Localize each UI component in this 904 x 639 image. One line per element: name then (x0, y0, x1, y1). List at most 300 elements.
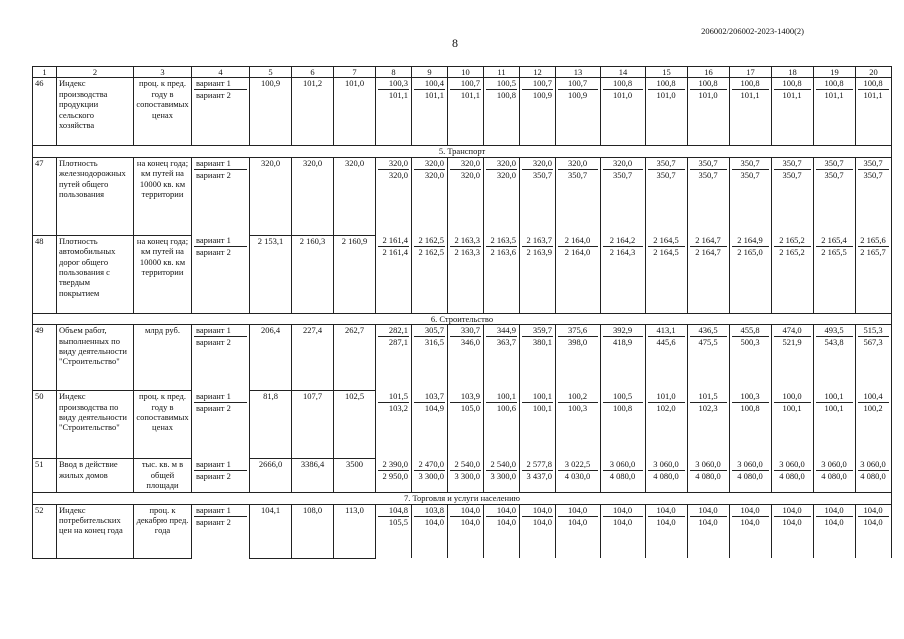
variant-2-value: 4 080,0 (860, 470, 886, 481)
forecast-value (412, 235, 448, 313)
variant-1-value: 100,4 (414, 78, 445, 90)
variant-1-value: 104,0 (816, 505, 853, 517)
forecast-value (856, 325, 892, 391)
variant-labels (192, 157, 250, 235)
variant-1-value: 103,8 (414, 505, 445, 517)
column-number: 19 (814, 67, 856, 78)
forecast-value (601, 235, 646, 313)
forecast-value (484, 235, 520, 313)
variant-1-value: 104,8 (378, 505, 409, 517)
column-number: 14 (601, 67, 646, 78)
row-number: 52 (33, 504, 57, 558)
variant-1-value: вариант 1 (194, 505, 247, 517)
variant-1-value: вариант 1 (194, 235, 247, 247)
forecast-value (376, 504, 412, 558)
variant-2-value: 2 164,5 (653, 247, 679, 258)
forecast-value (772, 235, 814, 313)
forecast-value (556, 391, 601, 459)
variant-labels (192, 391, 250, 459)
variant-2-value: 103,2 (388, 402, 408, 413)
variant-1-value: 350,7 (732, 158, 769, 170)
variant-2-value: 104,0 (656, 516, 676, 527)
variant-2-value: 104,0 (782, 516, 802, 527)
variant-2-value: 4 080,0 (695, 470, 721, 481)
forecast-value (601, 504, 646, 558)
forecast-value (688, 235, 730, 313)
variant-1-value: 344,9 (486, 325, 517, 337)
column-number: 16 (688, 67, 730, 78)
variant-1-value: 350,7 (648, 158, 685, 170)
variant-1-value: 320,0 (558, 158, 598, 170)
variant-1-value: 3 060,0 (732, 459, 769, 471)
variant-1-value: 3 022,5 (558, 459, 598, 471)
variant-2-value: 104,0 (698, 516, 718, 527)
forecast-value (376, 235, 412, 313)
base-year-value: 81,8 (250, 391, 292, 459)
forecast-value (601, 325, 646, 391)
forecast-value (730, 391, 772, 459)
variant-2-value: 543,8 (824, 337, 844, 348)
variant-1-value: 104,0 (858, 505, 889, 517)
variant-1-value: 100,1 (486, 391, 517, 403)
variant-2-value: 350,7 (698, 169, 718, 180)
variant-2-value: 316,5 (424, 337, 444, 348)
forecast-value (730, 157, 772, 235)
forecast-value (772, 325, 814, 391)
forecast-value (646, 391, 688, 459)
column-number: 7 (334, 67, 376, 78)
base-year-value: 102,5 (334, 391, 376, 459)
variant-2-value: 104,0 (496, 516, 516, 527)
variant-2-value: 350,7 (824, 169, 844, 180)
variant-1-value: 2 540,0 (486, 459, 517, 471)
column-number: 11 (484, 67, 520, 78)
forecast-value (601, 391, 646, 459)
forecast-value (484, 78, 520, 146)
forecast-value (646, 504, 688, 558)
variant-1-value: 320,0 (486, 158, 517, 170)
base-year-value: 2 160,3 (292, 235, 334, 313)
variant-2-value: 101,1 (388, 90, 408, 101)
variant-2-value: 350,7 (612, 169, 633, 180)
variant-2-value: 2 164,7 (695, 247, 721, 258)
variant-1-value: 100,8 (816, 78, 853, 90)
indicator-name: Ввод в действие жилых домов (57, 459, 134, 493)
forecast-value (730, 325, 772, 391)
base-year-value: 2 153,1 (250, 235, 292, 313)
variant-2-value: 3 300,0 (490, 470, 516, 481)
unit-of-measure: на конец года; км путей на 10000 кв. км территории (134, 235, 192, 313)
variant-2-value: 2 164,3 (609, 247, 636, 258)
variant-2-value: 101,1 (782, 90, 802, 101)
unit-of-measure: проц. к декабрю пред. года (134, 504, 192, 558)
variant-1-value: 100,5 (486, 78, 517, 90)
column-number: 8 (376, 67, 412, 78)
variant-1-value: 2 390,0 (378, 459, 409, 471)
variant-1-value: 104,0 (450, 505, 481, 517)
variant-2-value: 350,7 (567, 169, 588, 180)
forecast-value (556, 235, 601, 313)
base-year-value: 100,9 (250, 78, 292, 146)
variant-labels (192, 325, 250, 391)
variant-1-value: 2 163,5 (486, 235, 517, 247)
variant-1-value: 282,1 (378, 325, 409, 337)
variant-1-value: 3 060,0 (774, 459, 811, 471)
column-number: 3 (134, 67, 192, 78)
forecast-value (688, 391, 730, 459)
section-title: 5. Транспорт (33, 146, 892, 157)
variant-2-value: вариант 2 (196, 402, 231, 413)
variant-labels (192, 235, 250, 313)
variant-1-value: 2 164,0 (558, 235, 598, 247)
unit-of-measure: проц. к пред. году в сопоставимых ценах (134, 78, 192, 146)
forecast-value (646, 235, 688, 313)
section-header-row (33, 493, 892, 504)
forecast-value (772, 459, 814, 493)
variant-2-value: 4 080,0 (653, 470, 679, 481)
column-number: 17 (730, 67, 772, 78)
variant-1-value: 2 165,2 (774, 235, 811, 247)
indicator-row (33, 325, 892, 391)
variant-2-value: 101,1 (460, 90, 480, 101)
base-year-value: 2 160,9 (334, 235, 376, 313)
variant-2-value: 100,8 (496, 90, 516, 101)
variant-2-value: 398,0 (567, 337, 588, 348)
variant-2-value: 104,0 (740, 516, 760, 527)
variant-2-value: 100,8 (740, 402, 760, 413)
variant-1-value: 100,5 (603, 391, 643, 403)
variant-1-value: вариант 1 (194, 325, 247, 337)
variant-2-value: 102,3 (698, 402, 718, 413)
base-year-value: 206,4 (250, 325, 292, 391)
page-number: 8 (452, 36, 458, 50)
unit-of-measure: на конец года; км путей на 10000 кв. км территории (134, 157, 192, 235)
forecast-value (520, 504, 556, 558)
column-number: 5 (250, 67, 292, 78)
variant-1-value: 320,0 (603, 158, 643, 170)
forecast-value (856, 78, 892, 146)
variant-2-value: 380,1 (532, 337, 552, 348)
variant-2-value: 567,3 (863, 337, 883, 348)
section-title: 7. Торговля и услуги населению (33, 493, 892, 504)
variant-2-value: 104,9 (424, 402, 444, 413)
variant-1-value: 2 163,7 (522, 235, 553, 247)
variant-2-value: 4 030,0 (564, 470, 591, 481)
indicator-row (33, 157, 892, 235)
forecast-value (484, 157, 520, 235)
indicator-name: Индекс производства по виду деятельности "Строительство" (57, 391, 134, 459)
variant-1-value: 3 060,0 (858, 459, 889, 471)
indicator-name: Индекс производства продукции сельского хозяйства (57, 78, 134, 146)
column-number: 6 (292, 67, 334, 78)
variant-2-value: 350,7 (532, 169, 552, 180)
forecast-value (520, 459, 556, 493)
variant-1-value: вариант 1 (194, 158, 247, 170)
variant-1-value: 2 164,5 (648, 235, 685, 247)
variant-2-value: вариант 2 (196, 90, 231, 101)
variant-1-value: 2 161,4 (378, 235, 409, 247)
forecast-value (556, 157, 601, 235)
variant-1-value: 320,0 (378, 158, 409, 170)
variant-2-value: 100,2 (863, 402, 883, 413)
variant-1-value: 100,8 (690, 78, 727, 90)
variant-1-value: вариант 1 (194, 78, 247, 90)
variant-1-value: 100,8 (732, 78, 769, 90)
variant-1-value: 3 060,0 (816, 459, 853, 471)
variant-2-value: вариант 2 (196, 470, 231, 481)
variant-1-value: 100,3 (378, 78, 409, 90)
column-number: 10 (448, 67, 484, 78)
variant-1-value: 100,3 (732, 391, 769, 403)
variant-2-value: 2 163,6 (490, 247, 516, 258)
forecast-value (688, 325, 730, 391)
indicator-name: Объем работ, выполненных по виду деятельности "Строительство" (57, 325, 134, 391)
variant-2-value: 100,1 (824, 402, 844, 413)
variant-2-value: вариант 2 (196, 337, 231, 348)
variant-2-value: 418,9 (612, 337, 633, 348)
forecast-value (412, 325, 448, 391)
variant-1-value: 3 060,0 (690, 459, 727, 471)
forecast-value (520, 391, 556, 459)
variant-2-value: 2 165,7 (860, 247, 886, 258)
column-number: 4 (192, 67, 250, 78)
variant-1-value: 375,6 (558, 325, 598, 337)
variant-1-value: 493,5 (816, 325, 853, 337)
forecast-value (448, 459, 484, 493)
variant-2-value: 2 165,0 (737, 247, 763, 258)
variant-1-value: 2 163,3 (450, 235, 481, 247)
variant-1-value: 359,7 (522, 325, 553, 337)
indicator-row (33, 78, 892, 146)
variant-2-value: 104,0 (612, 516, 633, 527)
variant-1-value: 104,0 (774, 505, 811, 517)
column-number: 12 (520, 67, 556, 78)
variant-1-value: 100,7 (450, 78, 481, 90)
variant-1-value: 3 060,0 (603, 459, 643, 471)
variant-2-value: вариант 2 (196, 247, 231, 258)
variant-1-value: 320,0 (414, 158, 445, 170)
variant-2-value: 104,0 (460, 516, 480, 527)
variant-2-value: 101,1 (824, 90, 844, 101)
forecast-value (376, 459, 412, 493)
base-year-value: 108,0 (292, 504, 334, 558)
variant-1-value: 104,0 (732, 505, 769, 517)
variant-2-value: 320,0 (460, 169, 480, 180)
forecast-value (814, 157, 856, 235)
forecast-value (646, 78, 688, 146)
forecast-value (730, 78, 772, 146)
variant-2-value: 100,9 (532, 90, 552, 101)
variant-1-value: 350,7 (858, 158, 889, 170)
forecast-value (484, 325, 520, 391)
forecast-value (556, 504, 601, 558)
indicator-row (33, 391, 892, 459)
forecast-value (412, 78, 448, 146)
forecast-value (484, 391, 520, 459)
row-number: 51 (33, 459, 57, 493)
variant-1-value: 474,0 (774, 325, 811, 337)
variant-2-value: 287,1 (388, 337, 408, 348)
variant-2-value: 104,0 (424, 516, 444, 527)
base-year-value: 320,0 (292, 157, 334, 235)
column-number: 2 (57, 67, 134, 78)
forecast-value (772, 78, 814, 146)
forecast-value (412, 157, 448, 235)
forecast-value (730, 504, 772, 558)
forecast-value (856, 391, 892, 459)
base-year-value: 3386,4 (292, 459, 334, 493)
variant-2-value: 2 165,2 (779, 247, 805, 258)
forecast-value (730, 459, 772, 493)
indicator-name: Плотность железнодорожных путей общего пользования (57, 157, 134, 235)
base-year-value: 104,1 (250, 504, 292, 558)
variant-2-value: 101,1 (740, 90, 760, 101)
variant-2-value: 350,7 (782, 169, 802, 180)
forecast-value (556, 459, 601, 493)
variant-1-value: 2 164,2 (603, 235, 643, 247)
variant-2-value: 4 080,0 (609, 470, 636, 481)
row-number: 46 (33, 78, 57, 146)
variant-1-value: 305,7 (414, 325, 445, 337)
column-number: 18 (772, 67, 814, 78)
forecast-value (856, 504, 892, 558)
forecast-value (772, 157, 814, 235)
forecast-value (376, 391, 412, 459)
column-number: 20 (856, 67, 892, 78)
forecast-value (856, 157, 892, 235)
variant-1-value: вариант 1 (194, 391, 247, 403)
forecast-value (688, 459, 730, 493)
variant-1-value: 104,0 (648, 505, 685, 517)
forecast-value (448, 325, 484, 391)
forecast-value (520, 157, 556, 235)
forecast-value (412, 459, 448, 493)
variant-1-value: 100,8 (774, 78, 811, 90)
column-number: 13 (556, 67, 601, 78)
variant-2-value: 3 437,0 (526, 470, 552, 481)
variant-1-value: 101,5 (690, 391, 727, 403)
variant-2-value: 104,0 (567, 516, 588, 527)
variant-1-value: 2 164,7 (690, 235, 727, 247)
forecast-value (448, 78, 484, 146)
indicator-name: Индекс потребительских цен на конец года (57, 504, 134, 558)
variant-2-value: 2 950,0 (382, 470, 408, 481)
variant-1-value: 350,7 (816, 158, 853, 170)
section-header-row (33, 313, 892, 324)
variant-2-value: вариант 2 (196, 169, 231, 180)
base-year-value: 101,2 (292, 78, 334, 146)
variant-2-value: 500,3 (740, 337, 760, 348)
column-number: 9 (412, 67, 448, 78)
variant-1-value: 100,7 (558, 78, 598, 90)
row-number: 48 (33, 235, 57, 313)
variant-2-value: 101,0 (656, 90, 676, 101)
variant-2-value: 104,0 (863, 516, 883, 527)
base-year-value: 107,7 (292, 391, 334, 459)
forecast-value (772, 504, 814, 558)
indicator-row (33, 235, 892, 313)
variant-1-value: 392,9 (603, 325, 643, 337)
variant-1-value: 320,0 (522, 158, 553, 170)
forecast-value (601, 459, 646, 493)
section-header-row (33, 146, 892, 157)
variant-1-value: 103,7 (414, 391, 445, 403)
variant-1-value: 455,8 (732, 325, 769, 337)
variant-2-value: 101,1 (424, 90, 444, 101)
variant-2-value: 320,0 (388, 169, 408, 180)
variant-1-value: 2 577,8 (522, 459, 553, 471)
variant-2-value: 3 300,0 (454, 470, 480, 481)
variant-1-value: 100,1 (522, 391, 553, 403)
variant-1-value: 103,9 (450, 391, 481, 403)
variant-1-value: вариант 1 (194, 459, 247, 471)
variant-2-value: 100,8 (612, 402, 633, 413)
row-number: 50 (33, 391, 57, 459)
variant-1-value: 2 165,4 (816, 235, 853, 247)
forecast-value (814, 459, 856, 493)
variant-2-value: 105,5 (388, 516, 408, 527)
indicator-name: Плотность автомобильных дорог общего пользования с твердым покрытием (57, 235, 134, 313)
variant-2-value: 105,0 (460, 402, 480, 413)
variant-2-value: 445,6 (656, 337, 676, 348)
variant-2-value: 101,0 (698, 90, 718, 101)
variant-1-value: 100,4 (858, 391, 889, 403)
variant-1-value: 320,0 (450, 158, 481, 170)
base-year-value: 227,4 (292, 325, 334, 391)
variant-2-value: 2 163,3 (454, 247, 480, 258)
variant-1-value: 104,0 (522, 505, 553, 517)
forecast-value (814, 235, 856, 313)
variant-2-value: 100,3 (567, 402, 588, 413)
unit-of-measure: проц. к пред. году в сопоставимых ценах (134, 391, 192, 459)
variant-1-value: 330,7 (450, 325, 481, 337)
variant-2-value: 320,0 (496, 169, 516, 180)
variant-1-value: 2 540,0 (450, 459, 481, 471)
forecast-value (448, 157, 484, 235)
forecast-table (32, 66, 892, 559)
variant-labels (192, 78, 250, 146)
variant-1-value: 100,2 (558, 391, 598, 403)
variant-1-value: 100,1 (816, 391, 853, 403)
variant-2-value: 4 080,0 (737, 470, 763, 481)
column-number: 1 (33, 67, 57, 78)
variant-1-value: 100,8 (648, 78, 685, 90)
variant-2-value: 2 165,5 (821, 247, 847, 258)
variant-2-value: 2 161,4 (382, 247, 408, 258)
forecast-value (376, 78, 412, 146)
variant-2-value: 3 300,0 (418, 470, 444, 481)
document-id: 206002/206002-2023-1400(2) (701, 26, 804, 36)
variant-1-value: 2 162,5 (414, 235, 445, 247)
base-year-value: 320,0 (250, 157, 292, 235)
forecast-value (646, 459, 688, 493)
base-year-value: 320,0 (334, 157, 376, 235)
forecast-value (484, 504, 520, 558)
variant-1-value: 101,0 (648, 391, 685, 403)
variant-1-value: 515,3 (858, 325, 889, 337)
variant-1-value: 350,7 (690, 158, 727, 170)
forecast-value (856, 235, 892, 313)
forecast-value (814, 78, 856, 146)
variant-1-value: 2 165,6 (858, 235, 889, 247)
forecast-value (376, 325, 412, 391)
variant-1-value: 2 164,9 (732, 235, 769, 247)
variant-2-value: 363,7 (496, 337, 516, 348)
base-year-value: 101,0 (334, 78, 376, 146)
variant-2-value: 320,0 (424, 169, 444, 180)
forecast-value (772, 391, 814, 459)
base-year-value: 113,0 (334, 504, 376, 558)
